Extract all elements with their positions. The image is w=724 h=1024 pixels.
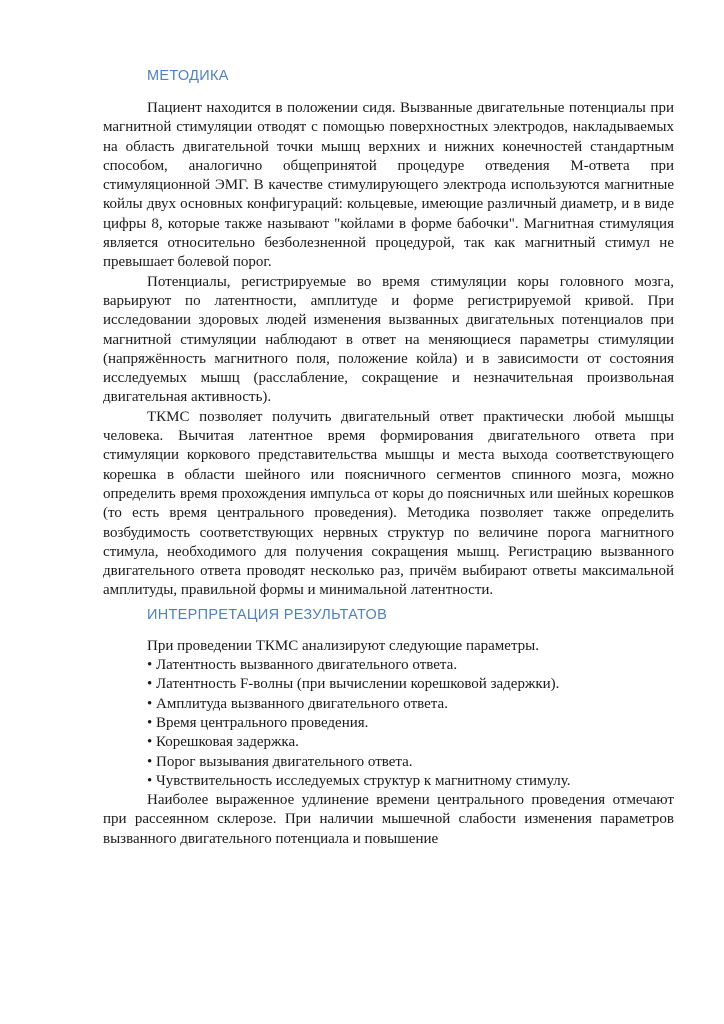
parameters-list: [103, 656, 674, 791]
paragraph-tkms: ТКМС позволяет получить двигательный ответ практически любой мышцы человека. Вычитая латентное время формирования двигательного ответа при стимуляции коркового представительства мышцы и места выхода соответствующего корешка в области шейного или поясничного сегментов спинного мозга, можно определить время прохождения импульса от коры до поясничных или шейных корешков (то есть время центрального проведения). Методика позволяет также определить возбудимость соответствующих нервных структур по величине порога магнитного стимула, необходимого для получения сокращения мышц. Регистрацию вызванного двигательного ответа проводят несколько раз, причём выбирают ответы максимальной амплитуды, правильной формы и минимальной латентности.: [103, 408, 674, 599]
parameters-intro: При проведении ТКМС анализируют следующие параметры.: [147, 637, 540, 654]
section-heading-methodology: МЕТОДИКА: [147, 68, 229, 84]
section-heading-interpretation: ИНТЕРПРЕТАЦИЯ РЕЗУЛЬТАТОВ: [147, 606, 388, 623]
paragraph-closing: Наиболее выраженное удлинение времени центрального проведения отмечают при рассеянном склерозе. При наличии мышечной слабости изменения параметров вызванного двигательного потенциала и повышение: [103, 792, 674, 847]
list-item: • Порог вызывания двигательного ответа.: [147, 753, 413, 770]
list-item: • Чувствительность исследуемых структур к магнитному стимулу.: [147, 772, 571, 789]
list-item: • Амплитуда вызванного двигательного ответа.: [147, 695, 448, 712]
paragraph-patient-position: Пациент находится в положении сидя. Вызванные двигательные потенциалы при магнитной стимуляции отводят с помощью поверхностных электродов, накладываемых на область двигательной точки мышц верхних и нижних конечностей стандартным способом, аналогично общепринятой процедуре отведения М-ответа при стимуляционной ЭМГ. В качестве стимулирующего электрода используются магнитные койлы двух основных конфигураций: кольцевые, имеющие различный диаметр, и в виде цифры 8, которые также называют "койлами в форме бабочки". Магнитная стимуляция является относительно безболезненной процедурой, так как магнитный стимул не превышает болевой порог.: [103, 100, 674, 271]
list-item: • Латентность F-волны (при вычислении корешковой задержки).: [147, 676, 560, 693]
list-item: • Латентность вызванного двигательного ответа.: [147, 657, 458, 674]
list-item: • Корешковая задержка.: [147, 734, 299, 751]
paragraph-potentials: Потенциалы, регистрируемые во время стимуляции коры головного мозга, варьируют по латентности, амплитуде и форме регистрируемой кривой. При исследовании здоровых людей изменения вызванных двигательных потенциалов при магнитной стимуляции наблюдают в ответ на меняющиеся параметры стимуляции (напряжённость магнитного поля, положение койла) и в зависимости от состояния исследуемых мышц (расслабление, сокращение и незначительная произвольная двигательная активность).: [103, 273, 674, 406]
list-item: • Время центрального проведения.: [147, 714, 369, 731]
